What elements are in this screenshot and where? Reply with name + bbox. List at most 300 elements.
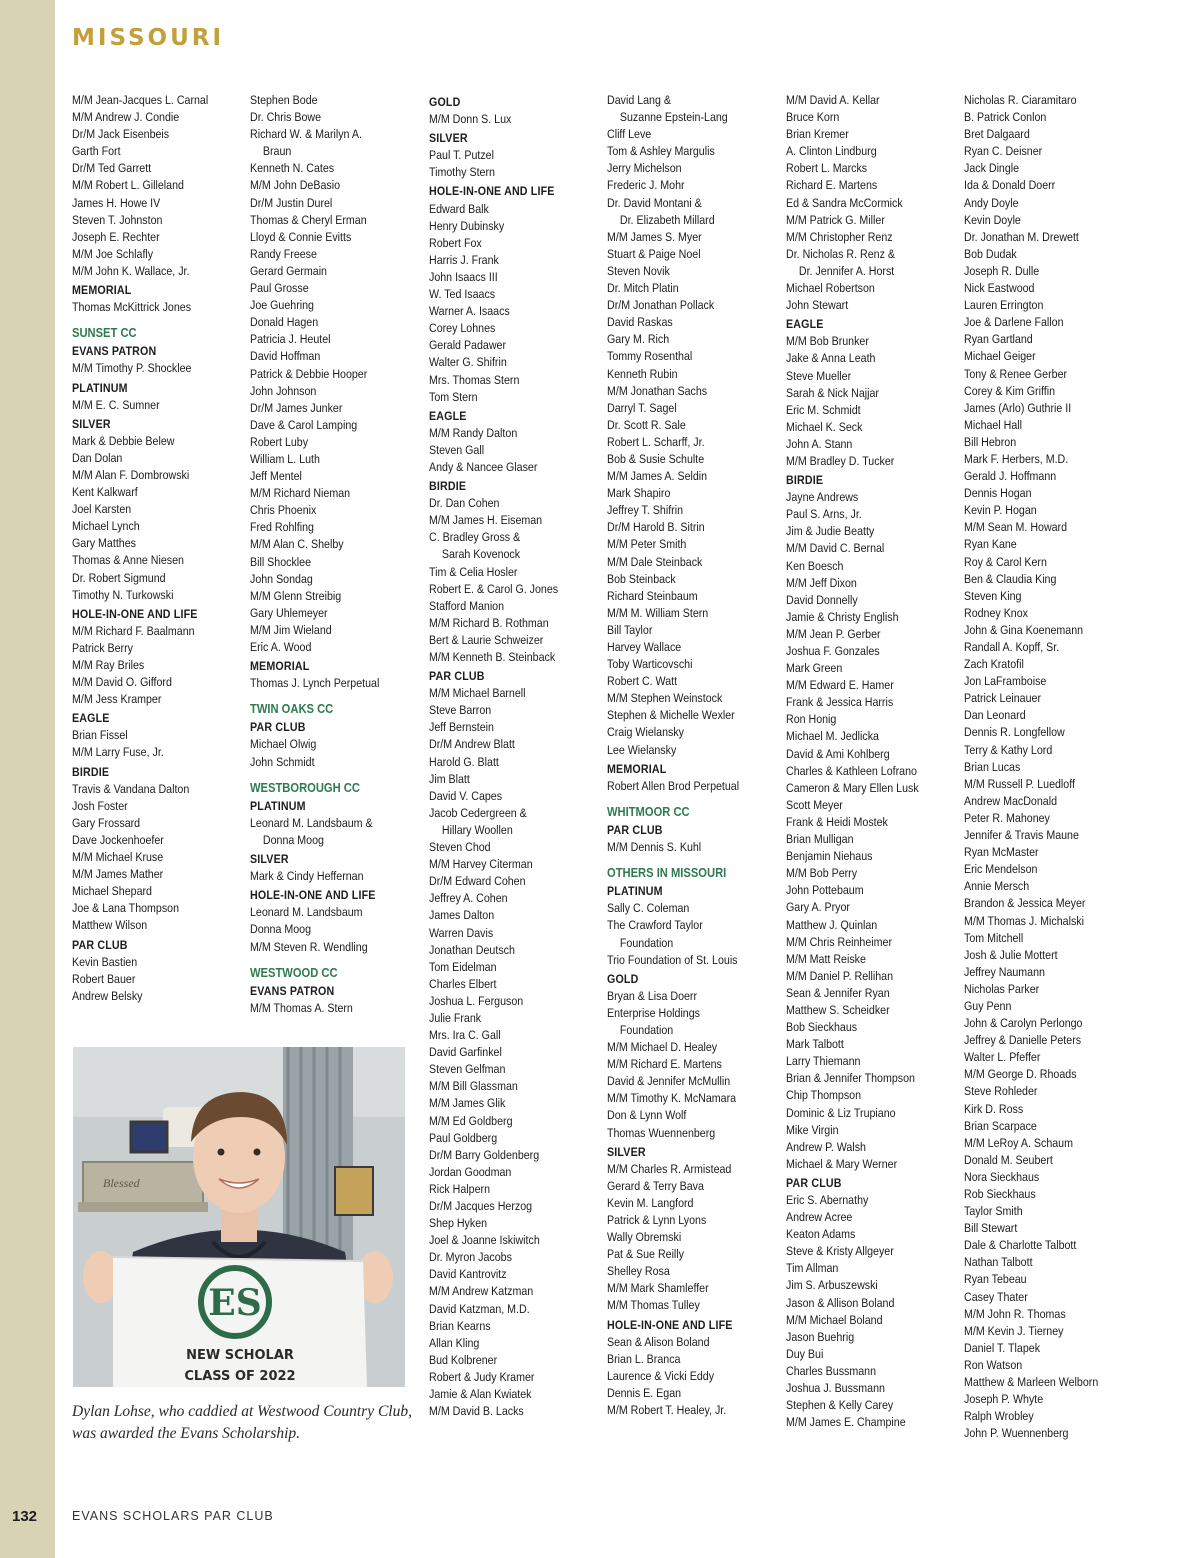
donor-name: Brian Mulligan — [786, 832, 854, 847]
donor-name: M/M Michael D. Healey — [607, 1040, 718, 1055]
donor-column-5 — [786, 92, 937, 1431]
donor-name: M/M Steven R. Wendling — [250, 939, 368, 954]
donor-column-2 — [250, 92, 401, 1017]
donor-name: Michael Hall — [964, 417, 1023, 432]
donor-name: M/M James H. Eiseman — [429, 513, 543, 528]
donor-name: Sarah & Nick Najjar — [786, 385, 879, 400]
donor-name: Taylor Smith — [964, 1204, 1023, 1219]
donor-name: M/M Russell P. Luedloff — [964, 776, 1075, 791]
donor-name: Mrs. Ira C. Gall — [429, 1028, 501, 1043]
donor-name: Patrick & Lynn Lyons — [607, 1213, 707, 1227]
donor-name: Craig Wielansky — [607, 725, 684, 740]
donor-name: Dr/M Jonathan Pollack — [607, 298, 715, 313]
donor-name: M/M M. William Stern — [607, 605, 709, 620]
donor-name: W. Ted Isaacs — [429, 287, 496, 302]
tier-heading: PLATINUM — [607, 884, 663, 899]
donor-name-continued: Donna Moog — [262, 832, 324, 847]
donor-name: Robert C. Watt — [607, 674, 678, 689]
donor-name: M/M James A. Seldin — [607, 469, 708, 484]
donor-name: John Schmidt — [250, 754, 315, 769]
donor-name: M/M Robert L. Gilleland — [72, 178, 184, 193]
tier-heading: PLATINUM — [250, 798, 306, 813]
donor-name: Robert L. Marcks — [786, 161, 868, 176]
donor-name: Robert L. Scharff, Jr. — [607, 434, 705, 449]
donor-name: Joe Guehring — [250, 298, 314, 313]
donor-name: Andy & Nancee Glaser — [429, 459, 538, 474]
tier-heading: HOLE-IN-ONE AND LIFE — [72, 606, 198, 621]
donor-name: Scott Meyer — [786, 797, 843, 812]
donor-name: Chris Phoenix — [250, 503, 317, 518]
donor-name: Ryan Tebeau — [964, 1272, 1027, 1287]
donor-name: Brian L. Branca — [607, 1351, 681, 1366]
donor-name: Guy Penn — [964, 998, 1012, 1013]
tier-heading: PLATINUM — [72, 380, 128, 395]
donor-name: Stephen Bode — [250, 93, 318, 107]
donor-name: M/M Richard B. Rothman — [429, 615, 549, 630]
donor-name: M/M John R. Thomas — [964, 1306, 1066, 1321]
tier-heading: SILVER — [72, 416, 111, 431]
donor-name: Pat & Sue Reilly — [607, 1247, 684, 1262]
donor-name: David & Ami Kohlberg — [786, 746, 890, 761]
donor-name: M/M Richard Nieman — [250, 486, 351, 501]
donor-name: Jordan Goodman — [429, 1164, 512, 1179]
donor-name: Michael M. Jedlicka — [786, 729, 879, 744]
donor-name: M/M Sean M. Howard — [964, 520, 1068, 535]
donor-name: David V. Capes — [429, 788, 503, 803]
donor-name: Dale & Charlotte Talbott — [964, 1238, 1077, 1253]
donor-name: Patrick Leinauer — [964, 691, 1042, 706]
donor-name: Ron Honig — [786, 712, 837, 727]
donor-name: Kevin Bastien — [72, 954, 138, 969]
donor-name: Stephen & Kelly Carey — [786, 1398, 894, 1413]
donor-name: Brian Scarpace — [964, 1118, 1037, 1133]
donor-name: M/M Glenn Streibig — [250, 588, 342, 603]
donor-name: Harold G. Blatt — [429, 754, 499, 769]
donor-name: The Crawford Taylor — [607, 918, 703, 933]
donor-name: Dr. Dan Cohen — [429, 496, 500, 511]
es-monogram: ES — [208, 1282, 262, 1324]
donor-name: Nora Sieckhaus — [964, 1169, 1040, 1184]
donor-name: Dr/M Harold B. Sitrin — [607, 520, 705, 535]
donor-name: Casey Thater — [964, 1289, 1028, 1304]
donor-name: Dr/M Ted Garrett — [72, 161, 152, 176]
tier-heading: GOLD — [607, 971, 639, 986]
tier-heading: PAR CLUB — [250, 720, 306, 735]
donor-column-6 — [964, 92, 1115, 1442]
donor-name: Steven Gall — [429, 442, 485, 457]
tier-heading: EAGLE — [786, 317, 824, 332]
donor-name: Jamie & Alan Kwiatek — [429, 1387, 532, 1402]
donor-name: Frederic J. Mohr — [607, 178, 685, 193]
donor-name: Dr/M James Junker — [250, 400, 343, 415]
donor-name: Mrs. Thomas Stern — [429, 372, 520, 387]
donor-name: M/M Thomas A. Stern — [250, 1000, 353, 1015]
donor-name: Michael Olwig — [250, 737, 317, 752]
donor-name: Jeff Bernstein — [429, 720, 494, 735]
donor-name: Robert E. & Carol G. Jones — [429, 581, 559, 596]
donor-name: Shelley Rosa — [607, 1264, 670, 1279]
donor-name: Josh & Julie Mottert — [964, 947, 1058, 962]
donor-name: Bert & Laurie Schweizer — [429, 632, 544, 647]
donor-name: Dr. David Montani & — [607, 195, 702, 210]
donor-name: Charles & Kathleen Lofrano — [786, 763, 917, 778]
donor-name: Bill Stewart — [964, 1221, 1018, 1236]
donor-name: Brandon & Jessica Meyer — [964, 896, 1086, 911]
donor-name: Dennis E. Egan — [607, 1385, 682, 1400]
donor-name: Cliff Leve — [607, 127, 652, 142]
donor-name: John & Gina Koenemann — [964, 622, 1084, 637]
donor-name: Ryan McMaster — [964, 845, 1039, 860]
donor-name: Nicholas R. Ciaramitaro — [964, 93, 1077, 107]
donor-name: Lloyd & Connie Evitts — [250, 229, 352, 244]
donor-name: Toby Warticovschi — [607, 657, 693, 672]
donor-name: M/M James E. Champine — [786, 1415, 906, 1430]
donor-name: Fred Rohlfing — [250, 520, 314, 535]
donor-name: Andrew MacDonald — [964, 793, 1058, 808]
donor-name: Ryan C. Deisner — [964, 144, 1043, 159]
donor-name: David Raskas — [607, 315, 673, 330]
donor-name: Andrew P. Walsh — [786, 1139, 866, 1154]
donor-name: M/M David O. Gifford — [72, 675, 172, 690]
donor-name: M/M Bob Perry — [786, 866, 858, 881]
donor-name: M/M Ed Goldberg — [429, 1113, 513, 1128]
left-margin-band — [0, 0, 55, 1558]
donor-name: Peter R. Mahoney — [964, 810, 1050, 825]
donor-name: M/M Kenneth B. Steinback — [429, 650, 556, 664]
donor-name: Ralph Wrobley — [964, 1409, 1034, 1424]
donor-name: Bob Sieckhaus — [786, 1020, 858, 1035]
donor-name: Donna Moog — [250, 922, 312, 937]
tier-heading: PAR CLUB — [786, 1175, 842, 1190]
donor-name: Dr. Myron Jacobs — [429, 1250, 512, 1265]
donor-name: Jerry Michelson — [607, 161, 682, 176]
tier-heading: HOLE-IN-ONE AND LIFE — [429, 184, 555, 199]
donor-name: Steven King — [964, 588, 1022, 603]
donor-name: Gerald Padawer — [429, 338, 507, 353]
donor-name: Robert Bauer — [72, 971, 136, 986]
donor-name: Jeffrey A. Cohen — [429, 891, 508, 906]
donor-name: Gerard & Terry Bava — [607, 1178, 704, 1193]
donor-name: Dominic & Liz Trupiano — [786, 1105, 896, 1120]
donor-name: Steven T. Johnston — [72, 212, 163, 227]
tier-heading: SILVER — [607, 1144, 646, 1159]
donor-name: Benjamin Niehaus — [786, 849, 873, 864]
donor-name: Donald M. Seubert — [964, 1152, 1053, 1167]
donor-name: Joseph E. Rechter — [72, 229, 160, 244]
donor-name: M/M Thomas Tulley — [607, 1298, 700, 1313]
donor-name: Dennis Hogan — [964, 486, 1032, 501]
donor-name: Joshua J. Bussmann — [786, 1381, 885, 1396]
donor-name: Mark F. Herbers, M.D. — [964, 451, 1069, 466]
club-heading: WHITMOOR CC — [607, 803, 690, 819]
donor-name: Mike Virgin — [786, 1122, 839, 1137]
donor-name: Jim Blatt — [429, 771, 470, 786]
donor-name: Jennifer & Travis Maune — [964, 828, 1079, 843]
donor-name: Dan Dolan — [72, 450, 123, 465]
donor-name: Jeffrey Naumann — [964, 964, 1045, 979]
donor-name: Joseph P. Whyte — [964, 1392, 1044, 1407]
donor-name: Robert Luby — [250, 434, 309, 449]
donor-name: Bill Shocklee — [250, 554, 312, 569]
donor-name: Richard Steinbaum — [607, 588, 698, 603]
donor-name: Eric Mendelson — [964, 862, 1038, 877]
flag-text-line-1: NEW SCHOLAR — [186, 1348, 294, 1363]
donor-name: Bruce Korn — [786, 110, 840, 125]
tier-heading: BIRDIE — [786, 473, 824, 488]
donor-name: Brian Fissel — [72, 728, 128, 743]
donor-name: Jake & Anna Leath — [786, 351, 876, 366]
donor-name: Steve Rohleder — [964, 1084, 1038, 1099]
donor-name: Thomas McKittrick Jones — [72, 300, 192, 315]
donor-name: Cameron & Mary Ellen Lusk — [786, 780, 919, 795]
donor-name: M/M Michael Boland — [786, 1312, 883, 1327]
donor-name: M/M Joe Schlafly — [72, 246, 154, 261]
club-heading: SUNSET CC — [72, 325, 137, 341]
donor-name: Kevin M. Langford — [607, 1195, 694, 1210]
donor-name: Dr/M Jacques Herzog — [429, 1199, 533, 1213]
donor-name: Dr. Nicholas R. Renz & — [786, 246, 895, 261]
donor-name: Dave & Carol Lamping — [250, 417, 358, 432]
donor-name-continued: Suzanne Epstein-Lang — [619, 110, 728, 125]
tier-heading: EVANS PATRON — [250, 983, 335, 998]
donor-name: Travis & Vandana Dalton — [72, 781, 190, 796]
donor-name: Jason & Allison Boland — [786, 1295, 895, 1310]
donor-name: M/M Jeff Dixon — [786, 575, 857, 590]
tier-heading: MEMORIAL — [72, 283, 132, 298]
donor-name: Paul S. Arns, Jr. — [786, 507, 862, 522]
donor-name: Michael & Mary Werner — [786, 1156, 898, 1171]
donor-name: M/M Patrick G. Miller — [786, 212, 885, 227]
donor-name: Nick Eastwood — [964, 281, 1035, 296]
donor-name: Eric S. Abernathy — [786, 1193, 869, 1207]
donor-name: M/M Alan C. Shelby — [250, 537, 344, 552]
donor-name: M/M Richard E. Martens — [607, 1057, 722, 1072]
donor-name: Patricia J. Heutel — [250, 332, 331, 347]
donor-name-continued: Hillary Woollen — [441, 822, 513, 837]
donor-name: M/M David A. Kellar — [786, 93, 880, 107]
donor-name-continued: Dr. Jennifer A. Horst — [798, 263, 895, 278]
donor-name: Tom Mitchell — [964, 930, 1024, 945]
donor-name: Mark Shapiro — [607, 486, 671, 501]
donor-name: Ken Boesch — [786, 558, 844, 573]
donor-name: Ida & Donald Doerr — [964, 178, 1056, 193]
photo-caption: Dylan Lohse, who caddied at Westwood Country Club, was awarded the Evans Scholarship. — [72, 1403, 412, 1442]
tier-heading: BIRDIE — [429, 479, 467, 494]
donor-name: Walter G. Shifrin — [429, 355, 507, 370]
donor-name: M/M Robert T. Healey, Jr. — [607, 1403, 727, 1418]
donor-name: Patrick Berry — [72, 640, 133, 655]
scholar-photo — [73, 1047, 405, 1387]
donor-name: M/M Stephen Weinstock — [607, 691, 723, 706]
donor-name: David Kantrovitz — [429, 1267, 507, 1282]
donor-name: M/M Ray Briles — [72, 658, 145, 672]
donor-name: John Stewart — [786, 298, 849, 313]
donor-name: Warren Davis — [429, 925, 494, 940]
donor-name: Andrew Belsky — [72, 988, 143, 1003]
donor-name: Dr. Jonathan M. Drewett — [964, 229, 1079, 244]
donor-name: James Dalton — [429, 908, 495, 923]
donor-name: M/M Harvey Citerman — [429, 857, 533, 872]
donor-name: M/M David B. Lacks — [429, 1404, 524, 1419]
flag-text-line-2: CLASS OF 2022 — [184, 1369, 296, 1384]
donor-name: Shep Hyken — [429, 1216, 488, 1231]
donor-name: Steve & Kristy Allgeyer — [786, 1244, 894, 1259]
donor-name: Robert Allen Brod Perpetual — [607, 778, 740, 793]
donor-name: B. Patrick Conlon — [964, 110, 1047, 125]
donor-name: John Isaacs III — [429, 269, 498, 284]
donor-name: Joel & Joanne Iskiwitch — [429, 1233, 540, 1248]
donor-name: M/M LeRoy A. Schaum — [964, 1135, 1073, 1150]
donor-name: Dr/M Jack Eisenbeis — [72, 127, 170, 142]
donor-name-continued: Braun — [262, 144, 292, 159]
donor-name: M/M E. C. Sumner — [72, 397, 160, 412]
donor-name: Tony & Renee Gerber — [964, 366, 1068, 381]
donor-name: Steven Chod — [429, 840, 491, 855]
donor-name: Dan Leonard — [964, 708, 1026, 723]
donor-name: Eric M. Schmidt — [786, 402, 861, 417]
donor-name: Gerald J. Hoffmann — [964, 469, 1057, 484]
donor-name: Walter L. Pfeffer — [964, 1050, 1041, 1065]
donor-name: Matthew J. Quinlan — [786, 917, 878, 932]
donor-name: Don & Lynn Wolf — [607, 1108, 687, 1123]
donor-name: Kenneth Rubin — [607, 366, 678, 381]
tier-heading: SILVER — [429, 131, 468, 146]
donor-name: Jeffrey T. Shifrin — [607, 503, 684, 518]
donor-name: Tim & Celia Hosler — [429, 564, 518, 579]
tier-heading: MEMORIAL — [607, 761, 667, 776]
donor-name: Charles Elbert — [429, 976, 497, 991]
donor-name: M/M Christopher Renz — [786, 229, 893, 244]
tier-heading: GOLD — [429, 95, 461, 109]
donor-name: James (Arlo) Guthrie II — [964, 400, 1072, 415]
tier-heading: BIRDIE — [72, 764, 110, 779]
donor-name: M/M Bradley D. Tucker — [786, 453, 895, 468]
donor-name: Kenneth N. Cates — [250, 161, 335, 176]
donor-name: John P. Wuennenberg — [964, 1426, 1069, 1441]
tier-heading: MEMORIAL — [250, 659, 310, 674]
donor-name: Nathan Talbott — [964, 1255, 1033, 1270]
donor-name: Tom & Ashley Margulis — [607, 144, 715, 159]
donor-name: Randall A. Kopff, Sr. — [964, 640, 1060, 654]
donor-name: Matthew S. Scheidker — [786, 1002, 890, 1017]
donor-name: Bob & Susie Schulte — [607, 451, 705, 466]
donor-name: M/M Kevin J. Tierney — [964, 1323, 1064, 1338]
tier-heading: HOLE-IN-ONE AND LIFE — [250, 888, 376, 903]
donor-name: Steve Mueller — [786, 368, 852, 383]
donor-column-4 — [607, 92, 758, 1419]
donor-name: Tom Eidelman — [429, 959, 497, 974]
donor-name: Gary Matthes — [72, 536, 136, 551]
donor-name: Sean & Jennifer Ryan — [786, 985, 890, 1000]
donor-name: Jeff Mentel — [250, 469, 302, 484]
donor-name: Kevin Doyle — [964, 212, 1021, 227]
donor-column-1 — [72, 92, 223, 1005]
donor-name: Tom Stern — [429, 389, 478, 404]
donor-name: Ben & Claudia King — [964, 571, 1057, 586]
donor-name: Bob Dudak — [964, 246, 1017, 261]
donor-name: John Pottebaum — [786, 883, 864, 898]
donor-name: Ed & Sandra McCormick — [786, 195, 903, 210]
donor-name: Sean & Alison Boland — [607, 1334, 710, 1349]
donor-name: Gerard Germain — [250, 263, 327, 278]
donor-name: Brian & Jennifer Thompson — [786, 1071, 915, 1086]
donor-name: Thomas & Cheryl Erman — [250, 212, 367, 227]
donor-name: M/M James Glik — [429, 1096, 506, 1111]
tier-heading: PAR CLUB — [429, 669, 485, 684]
donor-name: David Katzman, M.D. — [429, 1301, 530, 1316]
donor-name: Corey & Kim Griffin — [964, 383, 1055, 398]
donor-name: M/M Jean-Jacques L. Carnal — [72, 93, 209, 107]
donor-name: Josh Foster — [72, 798, 128, 813]
donor-name: Rodney Knox — [964, 605, 1028, 620]
donor-name: Edward Balk — [429, 201, 489, 216]
donor-name: M/M Dennis S. Kuhl — [607, 840, 702, 855]
donor-name: Thomas J. Lynch Perpetual — [250, 676, 380, 691]
donor-name: David Lang & — [607, 93, 671, 107]
donor-name: Mark & Cindy Heffernan — [250, 869, 364, 884]
donor-name: Michael Geiger — [964, 349, 1036, 364]
donor-name: M/M Bill Glassman — [429, 1079, 518, 1094]
donor-name: Jeffrey & Danielle Peters — [964, 1033, 1082, 1048]
donor-name: David Hoffman — [250, 349, 321, 364]
tier-heading: PAR CLUB — [72, 937, 128, 952]
donor-name: Jim S. Arbuszewski — [786, 1278, 878, 1293]
donor-name: M/M Alan F. Dombrowski — [72, 467, 190, 482]
donor-name: Steven Novik — [607, 263, 670, 278]
donor-name: Terry & Kathy Lord — [964, 742, 1053, 757]
donor-name: Rick Halpern — [429, 1181, 491, 1196]
donor-name: M/M Jonathan Sachs — [607, 383, 708, 398]
donor-name: M/M Edward E. Hamer — [786, 678, 894, 693]
donor-name: Joe & Darlene Fallon — [964, 315, 1064, 330]
donor-name: Timothy N. Turkowski — [72, 587, 174, 602]
donor-name: M/M Jim Wieland — [250, 622, 332, 637]
donor-name: M/M James Mather — [72, 867, 164, 882]
donor-name: Roy & Carol Kern — [964, 554, 1047, 569]
donor-name: Jayne Andrews — [786, 490, 859, 505]
donor-name: Jonathan Deutsch — [429, 942, 515, 957]
donor-name: Lauren Errington — [964, 298, 1044, 313]
donor-name: Bud Kolbrener — [429, 1352, 498, 1367]
donor-name: John & Carolyn Perlongo — [964, 1016, 1083, 1031]
donor-name: Gary M. Rich — [607, 332, 670, 347]
donor-name: Gary Frossard — [72, 815, 141, 830]
donor-name: Kent Kalkwarf — [72, 485, 138, 500]
donor-name: Donald Hagen — [250, 315, 319, 330]
donor-name: Garth Fort — [72, 144, 121, 159]
footer-publication-title: EVANS SCHOLARS PAR CLUB — [72, 1509, 274, 1523]
tier-heading: EVANS PATRON — [72, 344, 157, 359]
donor-name: Thomas Wuennenberg — [607, 1125, 716, 1140]
donor-name: Dennis R. Longfellow — [964, 725, 1065, 740]
donor-name: Matthew & Marleen Welborn — [964, 1375, 1099, 1390]
donor-name: M/M James S. Myer — [607, 229, 702, 244]
donor-name: Trio Foundation of St. Louis — [607, 952, 738, 967]
donor-name: Ryan Kane — [964, 537, 1017, 552]
donor-name: Dr. Robert Sigmund — [72, 570, 166, 585]
donor-name: David & Jennifer McMullin — [607, 1074, 731, 1089]
donor-name: Chip Thompson — [786, 1088, 862, 1103]
donor-name: Mark Talbott — [786, 1037, 844, 1052]
donor-name: David Donnelly — [786, 592, 858, 607]
donor-name: A. Clinton Lindburg — [786, 144, 877, 159]
donor-name: Allan Kling — [429, 1335, 480, 1350]
donor-name: Charles Bussmann — [786, 1363, 877, 1378]
donor-name: Richard W. & Marilyn A. — [250, 127, 362, 142]
donor-name: Andrew Acree — [786, 1210, 853, 1225]
donor-column-3 — [429, 92, 580, 1420]
donor-name: Robert Fox — [429, 235, 482, 250]
